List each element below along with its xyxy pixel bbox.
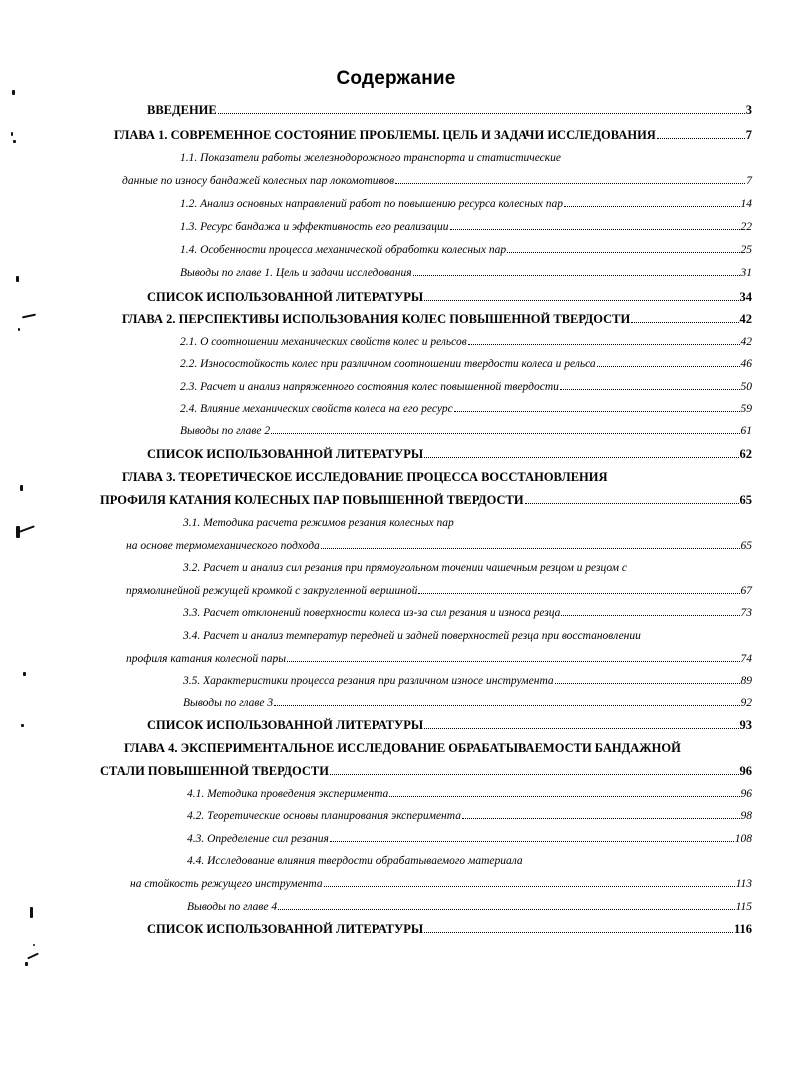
toc-entry[interactable] <box>187 808 752 824</box>
dot-leader <box>271 433 739 434</box>
toc-entry[interactable] <box>183 605 752 621</box>
toc-page-number: 96 <box>739 764 752 778</box>
toc-entry-text: СПИСОК ИСПОЛЬЗОВАННОЙ ЛИТЕРАТУРЫ <box>147 922 424 936</box>
toc-entry[interactable] <box>147 921 752 937</box>
toc-entry-text: Выводы по главе 3 <box>183 697 274 709</box>
scan-artifact <box>30 907 33 918</box>
toc-entry-text: 4.3. Определение сил резания <box>187 833 329 845</box>
toc-entry-text: 4.2. Теоретические основы планирования эксперимента <box>187 810 461 822</box>
dot-leader <box>507 252 739 253</box>
toc-page-number: 96 <box>740 788 752 800</box>
dot-leader <box>218 113 745 114</box>
dot-leader <box>324 886 735 887</box>
scan-artifact <box>21 724 24 727</box>
toc-entry-text: Выводы по главе 1. Цель и задачи исследования <box>180 267 412 279</box>
toc-page-number: 67 <box>740 585 752 597</box>
dot-leader <box>424 300 738 301</box>
toc-entry[interactable] <box>114 127 752 143</box>
scan-artifact <box>16 276 19 282</box>
toc-entry-text: СТАЛИ ПОВЫШЕННОЙ ТВЕРДОСТИ <box>100 764 329 778</box>
toc-entry-text: 2.1. О соотношении механических свойств колес и рельсов <box>180 336 467 348</box>
dot-leader <box>321 548 740 549</box>
scan-artifact <box>20 485 23 491</box>
toc-page-number: 65 <box>739 493 752 507</box>
toc-entry-text: 3.4. Расчет и анализ температур передней и задней поверхностей резца при восстановлении <box>183 630 641 642</box>
scan-artifact <box>33 944 35 946</box>
toc-entry-text: профиля катания колесной пары <box>126 653 286 665</box>
scan-artifact <box>12 90 15 95</box>
dot-leader <box>278 909 735 910</box>
toc-entry[interactable] <box>180 219 752 235</box>
toc-page-number: 92 <box>740 697 752 709</box>
toc-entry-text: 3.2. Расчет и анализ сил резания при прямоугольном точении чашечным резцом и резцом с <box>183 562 627 574</box>
toc-page-number: 74 <box>740 653 752 665</box>
toc-entry-text: 4.4. Исследование влияния твердости обрабатываемого материала <box>187 855 523 867</box>
toc-entry[interactable] <box>122 173 752 189</box>
toc-entry[interactable] <box>147 717 752 733</box>
toc-entry-text: 2.4. Влияние механических свойств колеса на его ресурс <box>180 403 453 415</box>
page-title: Содержание <box>336 68 456 89</box>
toc-entry[interactable] <box>180 242 752 258</box>
toc-page-number: 89 <box>740 675 752 687</box>
toc-entry[interactable] <box>180 150 561 166</box>
toc-entry[interactable] <box>180 334 752 350</box>
toc-entry[interactable] <box>126 651 752 667</box>
dot-leader <box>395 183 745 184</box>
dot-leader <box>287 661 740 662</box>
toc-page-number: 61 <box>740 425 752 437</box>
toc-page-number: 7 <box>745 128 752 142</box>
toc-entry-text: 1.1. Показатели работы железнодорожного транспорта и статистические <box>180 152 562 164</box>
toc-page-number: 7 <box>746 175 752 187</box>
toc-page-number: 50 <box>740 381 752 393</box>
toc-entry[interactable] <box>100 763 752 779</box>
scan-artifact <box>18 328 20 331</box>
dot-leader <box>418 593 739 594</box>
toc-entry[interactable] <box>147 289 752 305</box>
toc-entry-text: ГЛАВА 2. ПЕРСПЕКТИВЫ ИСПОЛЬЗОВАНИЯ КОЛЕС ПОВЫШЕННОЙ ТВЕРДОСТИ <box>122 312 631 326</box>
toc-entry[interactable] <box>180 423 752 439</box>
toc-entry-text: 2.2. Износостойкость колес при различном соотношении твердости колеса и рельса <box>180 358 596 370</box>
toc-page-number: 62 <box>739 447 752 461</box>
toc-entry[interactable] <box>187 899 752 915</box>
toc-page-number: 98 <box>740 810 752 822</box>
dot-leader <box>561 615 739 616</box>
dot-leader <box>468 344 740 345</box>
dot-leader <box>555 683 740 684</box>
toc-page-number: 65 <box>740 540 752 552</box>
dot-leader <box>560 389 740 390</box>
dot-leader <box>413 275 740 276</box>
toc-page-number: 115 <box>735 901 752 913</box>
dot-leader <box>450 229 740 230</box>
toc-entry-text: Выводы по главе 2 <box>180 425 271 437</box>
toc-entry-text: 2.3. Расчет и анализ напряженного состояния колес повышенной твердости <box>180 381 559 393</box>
toc-page-number: 46 <box>740 358 752 370</box>
toc-page-number: 42 <box>739 312 752 326</box>
toc-entry-text: ГЛАВА 3. ТЕОРЕТИЧЕСКОЕ ИССЛЕДОВАНИЕ ПРОЦЕССА ВОССТАНОВЛЕНИЯ <box>122 470 608 484</box>
toc-entry[interactable] <box>147 446 752 462</box>
dot-leader <box>274 705 739 706</box>
toc-entry[interactable] <box>183 560 627 576</box>
toc-entry-text: 3.3. Расчет отклонений поверхности колеса из-за сил резания и износа резца <box>183 607 561 619</box>
toc-page-number: 22 <box>740 221 752 233</box>
toc-entry-text: СПИСОК ИСПОЛЬЗОВАННОЙ ЛИТЕРАТУРЫ <box>147 290 424 304</box>
toc-page-number: 42 <box>740 336 752 348</box>
toc-page-number: 31 <box>740 267 752 279</box>
toc-page-number: 25 <box>740 244 752 256</box>
toc-entry-text: данные по износу бандажей колесных пар локомотивов <box>122 175 395 187</box>
toc-entry[interactable] <box>126 538 752 554</box>
dot-leader <box>631 322 738 323</box>
toc-entry-text: ГЛАВА 4. ЭКСПЕРИМЕНТАЛЬНОЕ ИССЛЕДОВАНИЕ ОБРАБАТЫВАЕМОСТИ БАНДАЖНОЙ <box>124 741 681 755</box>
dot-leader <box>525 503 739 504</box>
toc-entry-text: на основе термомеханического подхода <box>126 540 320 552</box>
toc-entry-text: СПИСОК ИСПОЛЬЗОВАННОЙ ЛИТЕРАТУРЫ <box>147 447 424 461</box>
toc-page-number: 14 <box>740 198 752 210</box>
toc-page-number: 73 <box>740 607 752 619</box>
toc-entry-text: ВВЕДЕНИЕ <box>147 103 217 117</box>
toc-entry[interactable] <box>100 492 752 508</box>
toc-entry[interactable] <box>130 876 752 892</box>
toc-page-number: 34 <box>739 290 752 304</box>
toc-entry[interactable] <box>122 469 608 485</box>
dot-leader <box>424 457 738 458</box>
toc-page-number: 59 <box>740 403 752 415</box>
dot-leader <box>424 728 738 729</box>
toc-entry[interactable] <box>180 265 752 281</box>
toc-entry[interactable] <box>183 695 752 711</box>
toc-entry-text: 1.4. Особенности процесса механической обработки колесных пар <box>180 244 507 256</box>
scan-artifact <box>23 672 26 676</box>
dot-leader <box>330 841 734 842</box>
toc-entry-text: 3.5. Характеристики процесса резания при различном износе инструмента <box>183 675 554 687</box>
toc-entry-text: ПРОФИЛЯ КАТАНИЯ КОЛЕСНЫХ ПАР ПОВЫШЕННОЙ ТВЕРДОСТИ <box>100 493 524 507</box>
toc-entry[interactable] <box>180 356 752 372</box>
toc-entry-text: Выводы по главе 4 <box>187 901 278 913</box>
dot-leader <box>657 138 745 139</box>
toc-entry[interactable] <box>183 628 641 644</box>
toc-page-number: 3 <box>745 103 752 117</box>
scan-artifact <box>25 962 28 966</box>
toc-page-number: 116 <box>733 922 752 936</box>
toc-entry-text: ГЛАВА 1. СОВРЕМЕННОЕ СОСТОЯНИЕ ПРОБЛЕМЫ. ЦЕЛЬ И ЗАДАЧИ ИССЛЕДОВАНИЯ <box>114 128 656 142</box>
toc-entry[interactable] <box>126 583 752 599</box>
toc-entry-text: 4.1. Методика проведения эксперимента <box>187 788 389 800</box>
toc-entry[interactable] <box>180 196 752 212</box>
toc-entry-text: на стойкость режущего инструмента <box>130 878 323 890</box>
toc-entry[interactable] <box>187 853 523 869</box>
scan-artifact <box>11 132 13 136</box>
toc-entry[interactable] <box>180 401 752 417</box>
dot-leader <box>597 366 740 367</box>
toc-entry-text: 1.2. Анализ основных направлений работ по повышению ресурса колесных пар <box>180 198 563 210</box>
toc-entry[interactable] <box>180 379 752 395</box>
toc-entry[interactable] <box>122 311 752 327</box>
toc-entry[interactable] <box>183 515 454 531</box>
toc-entry-text: прямолинейной режущей кромкой с закругленной вершиной <box>126 585 418 597</box>
dot-leader <box>330 774 739 775</box>
dot-leader <box>389 796 739 797</box>
toc-entry-text: 3.1. Методика расчета режимов резания колесных пар <box>183 517 454 529</box>
dot-leader <box>564 206 740 207</box>
dot-leader <box>462 818 740 819</box>
toc-entry-text: СПИСОК ИСПОЛЬЗОВАННОЙ ЛИТЕРАТУРЫ <box>147 718 424 732</box>
toc-page-number: 108 <box>734 833 752 845</box>
toc-entry[interactable] <box>147 102 752 118</box>
toc-page-number: 93 <box>739 718 752 732</box>
toc-entry[interactable] <box>124 740 681 756</box>
toc-entry[interactable] <box>183 673 752 689</box>
toc-entry[interactable] <box>187 786 752 802</box>
scan-artifact <box>13 140 16 143</box>
toc-entry-text: 1.3. Ресурс бандажа и эффективность его реализации <box>180 221 449 233</box>
toc-entry[interactable] <box>187 831 752 847</box>
toc-page-number: 113 <box>735 878 752 890</box>
dot-leader <box>424 932 733 933</box>
dot-leader <box>454 411 740 412</box>
